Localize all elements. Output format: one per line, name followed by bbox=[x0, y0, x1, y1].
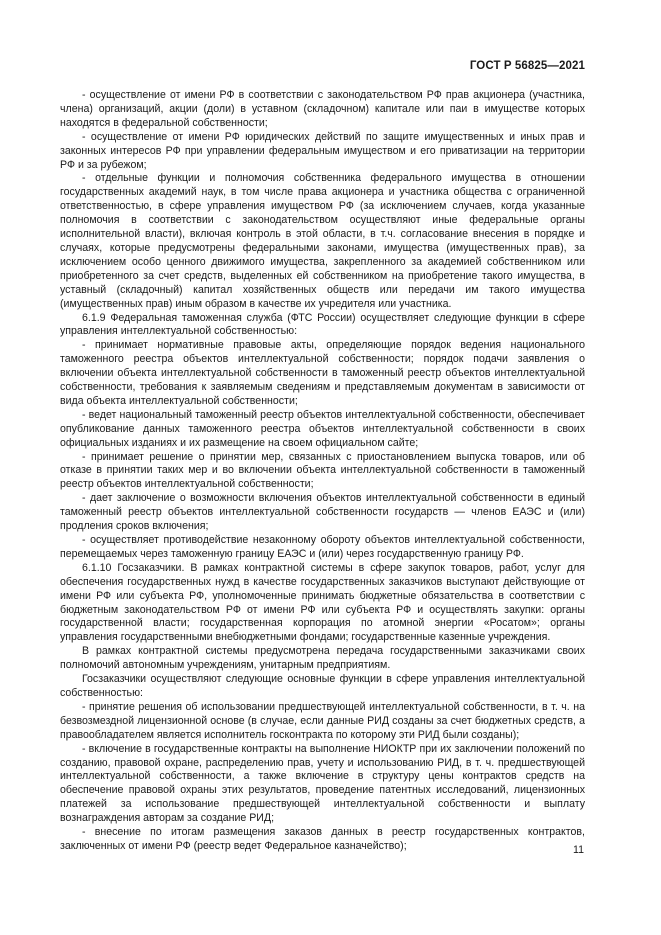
paragraph: - принимает решение о принятии мер, связанных с приостановлением выпуска товаров, или об отказе в принятии таких мер и во включении объекта интеллектуальной собственности в таможенный реестр объектов интеллектуальной собственности; bbox=[60, 450, 585, 491]
paragraph: 6.1.9 Федеральная таможенная служба (ФТС России) осуществляет следующие функции в сфере управления интеллектуальной собственностью: bbox=[60, 311, 585, 338]
paragraph: - ведет национальный таможенный реестр объектов интеллектуальной собственности, обеспечивает опубликование данных таможенного реестра объектов интеллектуальной собственности в своих официальных изданиях и их размещение на своем официальном сайте; bbox=[60, 408, 585, 449]
paragraph: - принимает нормативные правовые акты, определяющие порядок ведения национального таможенного реестра объектов интеллектуальной собственности; порядок подачи заявления о включении объекта интеллектуальной собственности в таможенный реестр объектов интеллектуальной собственности, требования к заявляемым сведениям и представляемым документам в зависимости от вида объекта интеллектуальной собственности; bbox=[60, 339, 585, 407]
paragraph: - дает заключение о возможности включения объектов интеллектуальной собственности в единый таможенный реестр объектов интеллектуальной собственности государств — членов ЕАЭС и (или) продления сроков включения; bbox=[60, 492, 585, 533]
paragraph: - принятие решения об использовании предшествующей интеллектуальной собственности, в т. ч. на безвозмездной лицензионной основе (в случае, если данные РИД созданы за счет бюджетных средств, а правообладателем является исполнитель госконтракта по которому эти РИД были созданы); bbox=[60, 700, 585, 741]
page-number: 11 bbox=[573, 844, 584, 856]
paragraph: - внесение по итогам размещения заказов данных в реестр государственных контрактов, заключенных от имени РФ (реестр ведет Федеральное казначейство); bbox=[60, 826, 585, 852]
paragraph: В рамках контрактной системы предусмотрена передача государственными заказчиками своих полномочий автономным учреждениям, унитарным предприятиям. bbox=[60, 645, 585, 672]
document-standard-id: ГОСТ Р 56825—2021 bbox=[469, 60, 585, 72]
document-body bbox=[60, 89, 585, 854]
paragraph: - включение в государственные контракты на выполнение НИОКТР при их заключении положений по созданию, правовой охране, распределению прав, учету и использованию РИД, в т. ч. предшествующей интеллектуальной собственности, а также включение в структуру цены контрактов средств на обеспечение правовой охраны этих результатов, проведение патентных исследований, лицензионных платежей за использование предшествующей интеллектуальной собственности и выплату вознаграждения авторам за создание РИД; bbox=[60, 742, 585, 825]
paragraph: 6.1.10 Госзаказчики. В рамках контрактной системы в сфере закупок товаров, работ, услуг для обеспечения государственных нужд в качестве государственных заказчиков выступают действующие от имени РФ или субъекта РФ, уполномоченные принимать бюджетные обязательства в соответствии с бюджетным законодательством РФ от имени РФ или субъекта РФ и осуществлять закупки: органы государственной власти; государственная корпорация по атомной энергии «Росатом»; органы управления государственными внебюджетными фондами; государственные казенные учреждения. bbox=[60, 561, 585, 644]
paragraph: - осуществление от имени РФ в соответствии с законодательством РФ прав акционера (участника, члена) организаций, акции (доли) в уставном (складочном) капитале или паи в имуществе которых находятся в федеральной собственности; bbox=[60, 89, 585, 129]
paragraph: - осуществляет противодействие незаконному обороту объектов интеллектуальной собственности, перемещаемых через таможенную границу ЕАЭС и (или) через государственную границу РФ. bbox=[60, 534, 585, 560]
paragraph: - отдельные функции и полномочия собственника федерального имущества в отношении государственных академий наук, в том числе права акционера и участника общества с ограниченной ответственностью, в сфере управления имуществом РФ (за исключением случаев, когда указанные полномочия в соответствии с законодательством осуществляют иные федеральные органы исполнительной власти), включая контроль в этой области, в т.ч. согласование внесения в порядке и случаях, которые предусмотрены федеральными законами, имущества (имущественных прав), за исключением особо ценного движимого имущества, закрепленного за академией собственником или приобретенного за счет средств, выделенных ей собственником на приобретение такого имущества, в уставный (складочный) капитал хозяйственных обществ или передачи им такого имущества (имущественных прав) иным образом в качестве их учредителя или участника. bbox=[60, 172, 585, 310]
paragraph: - осуществление от имени РФ юридических действий по защите имущественных и иных прав и законных интересов РФ при управлении федеральным имуществом и его приватизации на территории РФ и за рубежом; bbox=[60, 130, 585, 171]
paragraph: Госзаказчики осуществляют следующие основные функции в сфере управления интеллектуальной собственностью: bbox=[60, 673, 585, 699]
